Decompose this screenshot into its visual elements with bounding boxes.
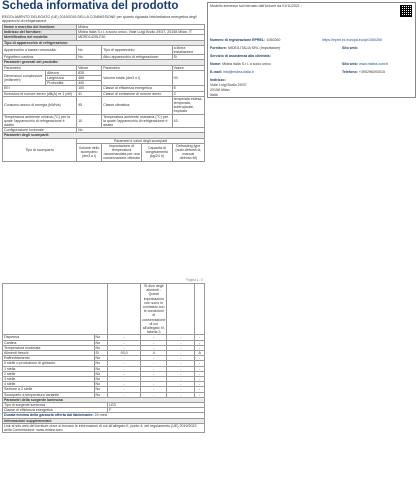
address-label: Indirizzo: — [210, 78, 226, 82]
comp-col-temp: Impostazione di temperatura raccomandata per una conservazione ottimale — [103, 143, 140, 161]
service-label: Servizio di assistenza alla clientela: — [210, 54, 271, 58]
comp-name: Raffreddamento — [3, 356, 95, 361]
other-value: Sì — [172, 55, 204, 60]
comp-name: Temperatura moderata — [3, 345, 95, 350]
importer-label: Fornitore: — [210, 46, 227, 50]
comp-name: 0 stelle o produzione di ghiaccio — [3, 361, 95, 366]
model-id-value: MDRD142SLF30 — [77, 35, 205, 40]
comp-name: Alimenti freschi — [3, 351, 95, 356]
eprel-panel — [207, 2, 416, 98]
compartments-section-title: Parametri degli scomparti: — [3, 133, 205, 138]
phone-value: +390296393015 — [358, 70, 385, 74]
table-row: 4 stelle No - - - - — [3, 382, 205, 387]
comp-flag: No — [94, 340, 108, 345]
light-type-value: LED — [108, 403, 205, 408]
service-name: Midea Italia S.r.l. a socio unico — [222, 62, 271, 66]
warranty-label: Durata minima della garanzia offerta dal fabbricante: — [4, 413, 94, 418]
max-temp-value: 43 — [172, 114, 204, 128]
eprel-link[interactable]: https://eprel.ec.europa.eu/qr/1060260 — [322, 38, 382, 42]
wine-value: No — [77, 55, 102, 60]
noise-class-value: C — [172, 91, 204, 96]
comp-flag: No — [94, 366, 108, 371]
address-line3: Italia — [210, 93, 218, 97]
table-row: Cantina No - - - - — [3, 340, 205, 345]
winter-label: Configurazione invernale — [3, 128, 77, 133]
noise-class-label: Classe di emissione di rumore aereo — [102, 91, 173, 96]
model-date-line: Modello immesso sul mercato dall'Unione da 01/11/2021 : — [210, 4, 302, 8]
comp-col-capacity: Capacità di congelamento (kg/24 h) — [142, 143, 172, 161]
type-section-title: Tipo di apparecchio di refrigerazione: — [3, 40, 205, 45]
comp-flag: No — [94, 335, 108, 340]
table-row: Dispensa No - - - - — [3, 335, 205, 340]
depth-label: Profondità — [46, 81, 77, 86]
brand-value: Midea — [77, 25, 205, 30]
comp-flag: No — [94, 361, 108, 366]
comp-name: 3 stelle — [3, 377, 95, 382]
address-line2: 20158 Milan — [210, 88, 230, 92]
service-site-label: Sito web: — [342, 62, 358, 66]
address-label: Indirizzo del fornitore: — [3, 30, 77, 35]
eei-value: 100 — [77, 86, 102, 91]
address-value: Midea Italia S.r.l. a socio unico, Viale Luigi Bodio 29/37, 20158 Milan, IT — [77, 30, 205, 35]
min-temp-label: Temperatura ambiente minima (°C) per la quale l'apparecchio di refrigerazione è adatto — [3, 114, 77, 128]
qr-code-icon — [400, 5, 412, 17]
page-number: Pagina 1 / 2 — [186, 278, 204, 282]
min-temp-value: 10 — [77, 114, 102, 128]
eprel-reg-label: Numero di registrazione EPREL: — [210, 38, 266, 42]
site-label: Sito web: — [342, 46, 358, 50]
height-value: 835 — [77, 70, 102, 75]
comp-type-header: Tipo di scomparto — [3, 138, 77, 161]
col-param2: Parametro — [102, 65, 173, 70]
comp-name: Scomparto a temperatura variabile — [3, 392, 95, 397]
other-label: Altro apparecchio di refrigerazione: — [102, 55, 173, 60]
service-name-label: Nome: — [210, 62, 222, 66]
comp-flag: Sì — [94, 351, 108, 356]
comp-flag: No — [94, 356, 108, 361]
table-row: Temperatura moderata No - - - - — [3, 345, 205, 350]
low-noise-label: Apparecchio a basse rumorosità: — [3, 45, 77, 54]
light-class-label: Classe di efficienza energetica — [3, 408, 108, 413]
table-row: 3 stelle No - - - - — [3, 377, 205, 382]
col-param: Parametro — [3, 65, 77, 70]
noise-label: Emissioni di rumore aereo (dB(A) re 1 pW) — [3, 91, 77, 96]
importer-value: MIDEA ITALIA SRL (Importatore) — [227, 46, 281, 50]
col-value: Valore — [77, 65, 102, 70]
eei-label: EEI — [3, 86, 77, 91]
depth-value: 440 — [77, 81, 102, 86]
page-subtitle: REGOLAMENTO DELEGATO (UE) 2019/2016 DELLA COMMISSIONE per quanto riguarda l'etichettatura energetica degli apparecchi di refrigerazione — [2, 15, 197, 24]
energy-class-label: Classe di efficienza energetica — [102, 86, 173, 91]
compartments-table — [2, 283, 205, 433]
email-link[interactable]: info@midea-italia.it — [222, 70, 254, 74]
phone-label: Telefono: — [342, 70, 358, 74]
comp-col-defrost: Defrosting type (auto-defrost=A, manual defrost=M) — [172, 143, 204, 161]
comp-flag: No — [94, 387, 108, 392]
comp-name: 2 stelle — [3, 371, 95, 376]
comp-name: 1 stella — [3, 366, 95, 371]
eprel-reg-value: 1060260 — [266, 38, 281, 42]
storage-note: Si dice degli alimenti - Questi impostazioni non sono in contrasto con le condizioni di conservazione di cui all'allegato IV, tabella 3 — [142, 284, 166, 335]
wine-label: Frigorifero cantina: — [3, 55, 77, 60]
noise-value: 41 — [77, 91, 102, 96]
extra-section-title: Informazioni supplementari: — [3, 418, 205, 423]
height-label: Altezza — [46, 70, 77, 75]
comp-name: Dispensa — [3, 335, 95, 340]
table-row: Alimenti freschi Sì 93,0 4 - A — [3, 351, 205, 356]
comp-name: Cantina — [3, 340, 95, 345]
design-value: a libera installazione — [172, 45, 204, 54]
comp-name: Sezione a 2 stelle — [3, 387, 95, 392]
climate-label: Classe climatica: — [102, 96, 173, 114]
brand-label: Nome o marchio del fornitore: — [3, 25, 77, 30]
volume-value: 93 — [172, 70, 204, 86]
service-site-link[interactable]: www.midea.com/it — [358, 62, 388, 66]
width-label: Larghezza — [46, 76, 77, 81]
comp-flag: No — [94, 392, 108, 397]
design-label: Tipo di apparecchio: — [102, 45, 173, 54]
low-noise-value: No — [77, 45, 102, 54]
page-title: Scheda informativa del prodotto — [2, 0, 179, 12]
energy-class-value: E — [172, 86, 204, 91]
max-temp-label: Temperatura ambiente massima (°C) per la quale l'apparecchio di refrigerazione è adatto — [102, 114, 173, 128]
light-class-value: F — [108, 408, 205, 413]
table-row: 0 stelle o produzione di ghiaccio No - - - - — [3, 361, 205, 366]
energy-consumption-value: 95 — [77, 96, 102, 114]
table-row: Raffreddamento No - - - - — [3, 356, 205, 361]
comp-flag: No — [94, 371, 108, 376]
address-line1: Viale Luigi Bodio 29/37 — [210, 83, 247, 87]
comp-col-volume: Volume dello scomparto (dm3 o l) — [77, 143, 102, 161]
table-row: 2 stelle No - - - - — [3, 371, 205, 376]
energy-consumption-label: Consumo annuo di energia (kWh/a) — [3, 96, 77, 114]
email-label: E-mail: — [210, 70, 222, 74]
comp-flag: No — [94, 345, 108, 350]
comp-flag: No — [94, 377, 108, 382]
comp-params-header: Parametri e valori degli scomparti — [77, 138, 205, 143]
comp-name: 4 stelle — [3, 382, 95, 387]
general-section-title: Parametri generali del prodotto: — [3, 60, 205, 65]
dims-label: Dimensioni complessive (millimetri) — [3, 70, 46, 86]
warranty-value: 24 mesi — [94, 413, 108, 418]
main-parameters-table — [2, 24, 205, 162]
comp-flag: No — [94, 382, 108, 387]
extra-text: Link al sito web del fornitore dove si trovano le informazioni di cui all'allegato II, punto 4, del regolamento (UE) 2019/2023 della Commissione: www.midea.com — [3, 423, 205, 432]
light-section-title: Parametri della sorgente luminosa — [3, 397, 205, 402]
table-row: 1 stella No - - - - — [3, 366, 205, 371]
table-row: Sezione a 2 stelle No - - - - — [3, 387, 205, 392]
width-value: 468 — [77, 76, 102, 81]
climate-value: temperata estesa, temperata, subtropicale, tropicale — [172, 96, 204, 114]
table-row: Scomparto a temperatura variabile No - - - - — [3, 392, 205, 397]
volume-label: Volume totale (dm3 o l) — [102, 70, 173, 86]
model-id-label: Identificativo del modello: — [3, 35, 77, 40]
light-type-label: Tipo di sorgente luminosa — [3, 403, 108, 408]
winter-value: No — [77, 128, 205, 133]
col-value2: Valore — [172, 65, 204, 70]
